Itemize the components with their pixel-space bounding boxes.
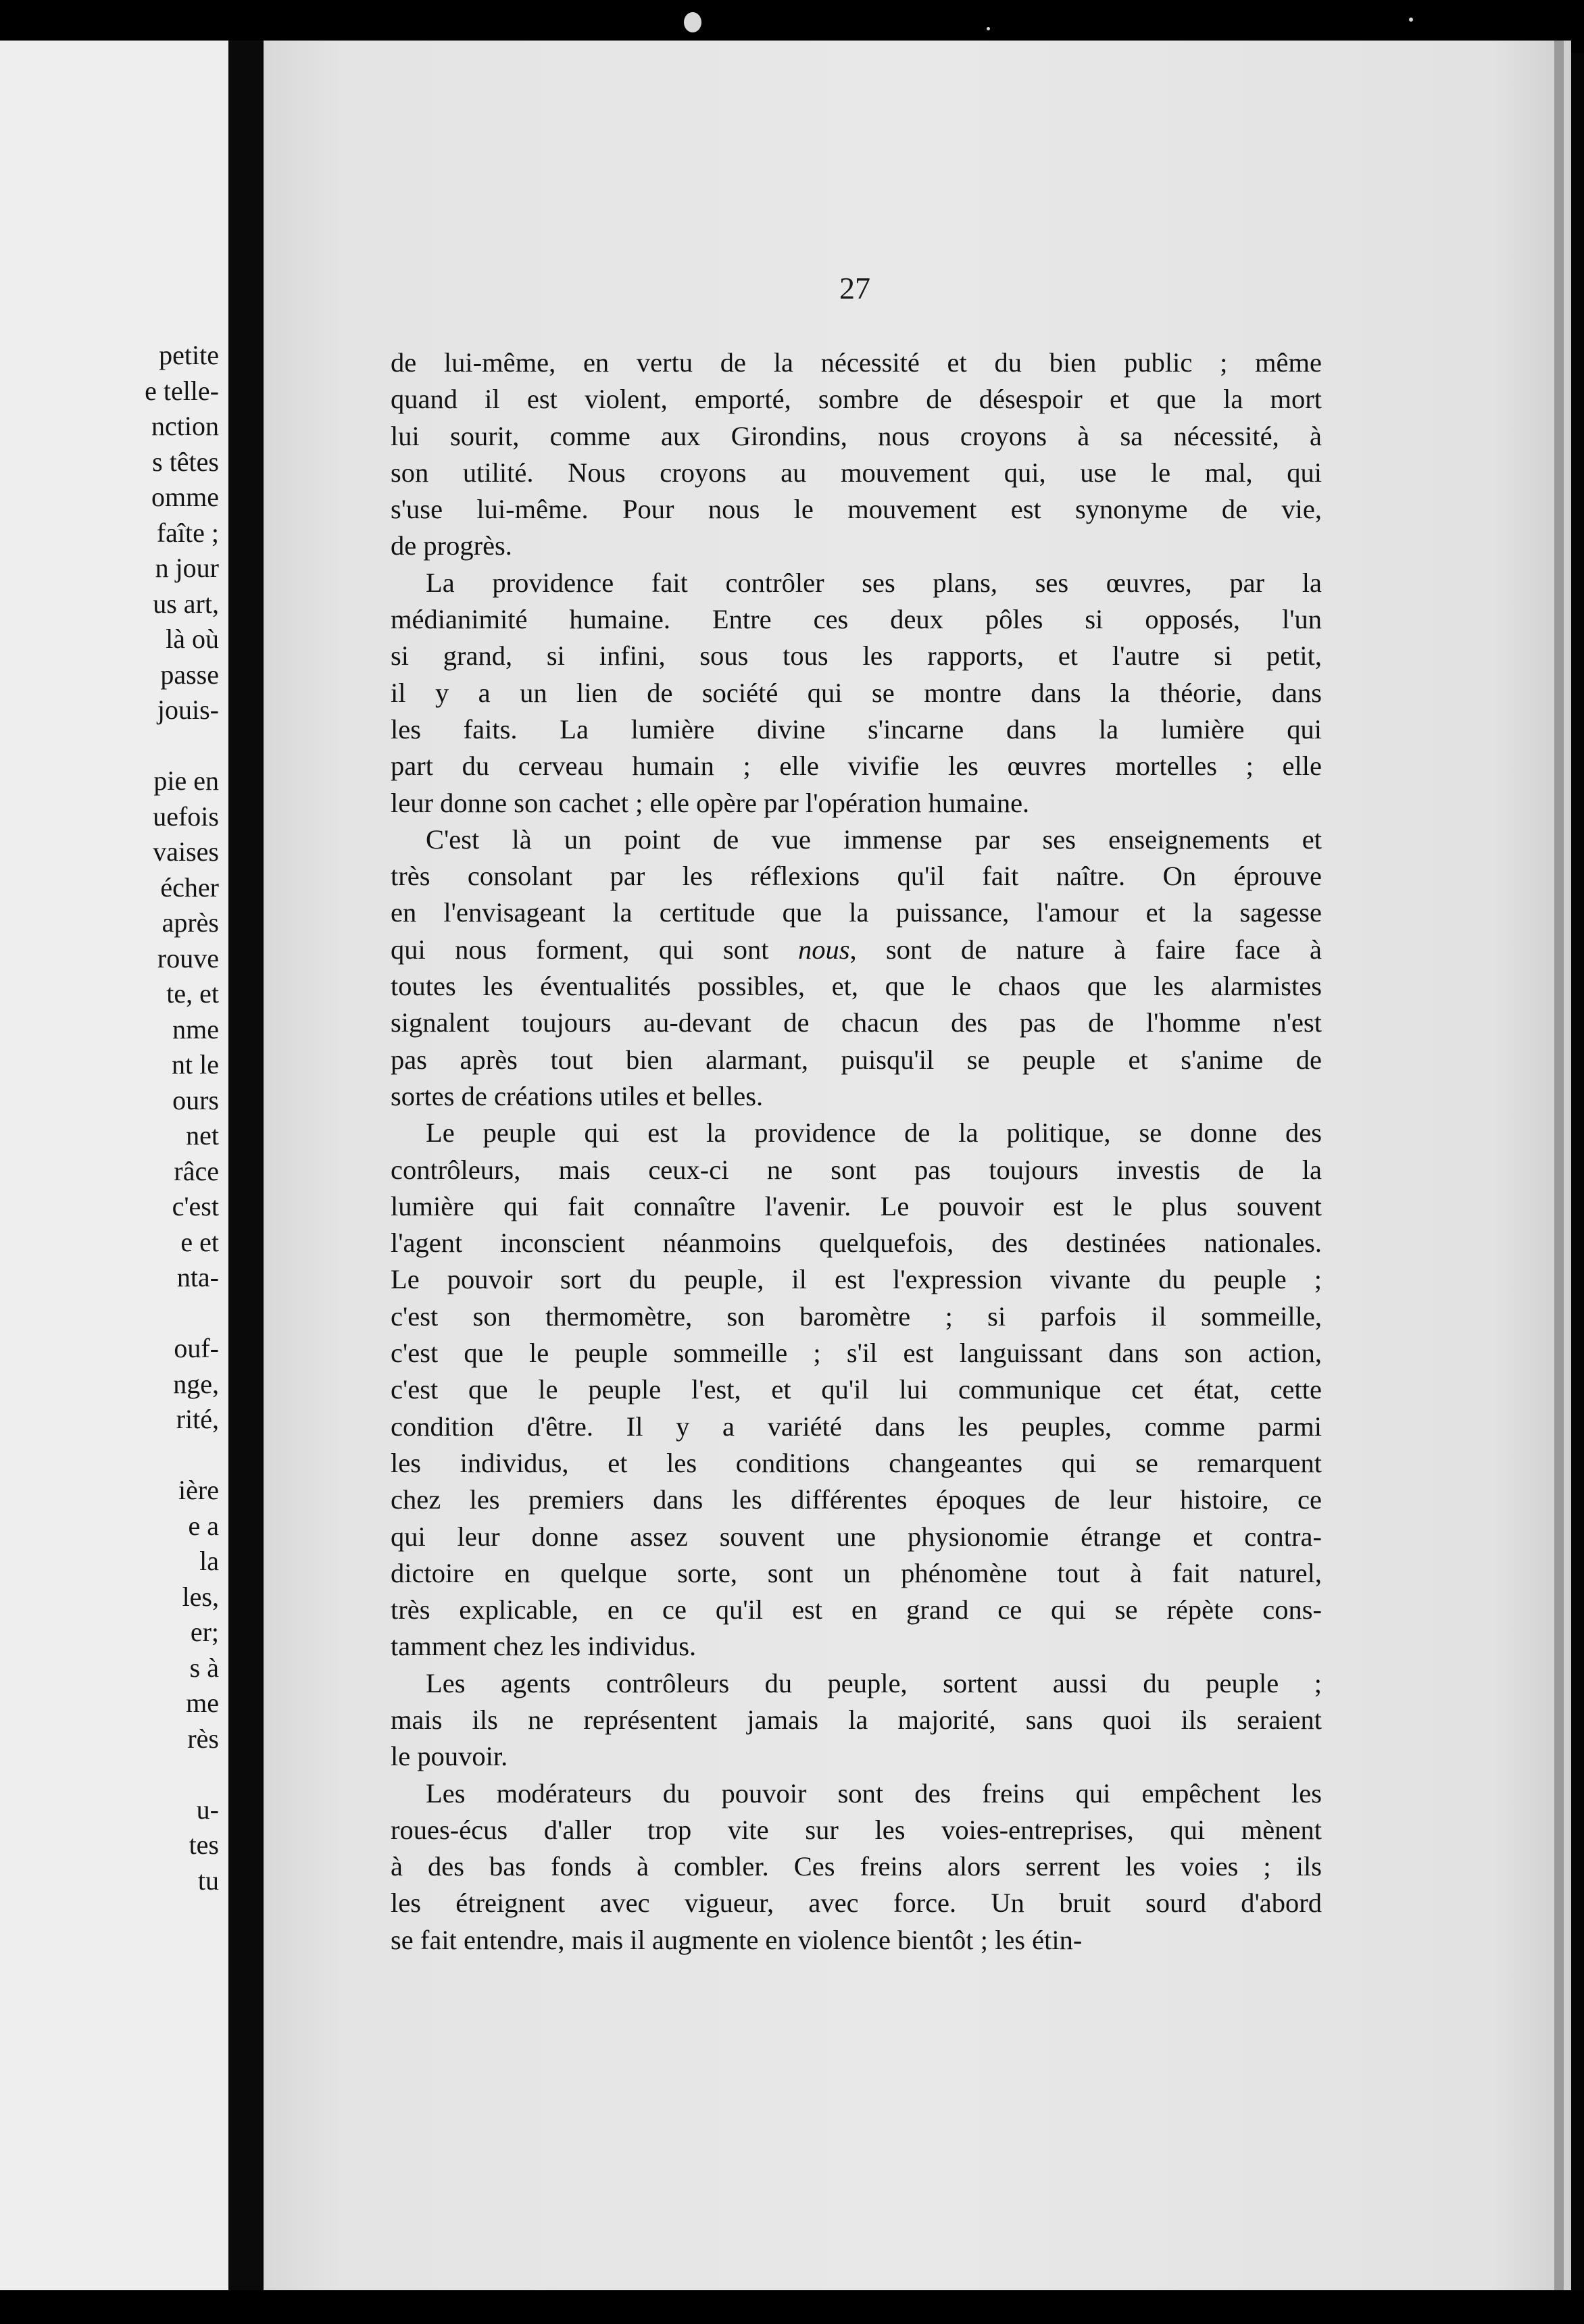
text-line: s'use lui-même. Pour nous le mouvement est synonyme de vie,: [391, 494, 1322, 525]
paragraph: [391, 1775, 1322, 1959]
text-line: les faits. La lumière divine s'incarne dans la lumière qui: [391, 713, 1322, 744]
previous-page-line-fragment: ière: [178, 1475, 219, 1505]
text-line: condition d'être. Il y a variété dans les peuples, comme parmi: [391, 1411, 1322, 1442]
text-line: lumière qui fait connaître l'avenir. Le pouvoir est le plus souvent: [391, 1190, 1322, 1221]
film-speck: [987, 27, 990, 30]
previous-page-line-fragment: rès: [187, 1723, 219, 1754]
previous-page-line-fragment: ours: [172, 1084, 219, 1115]
text-line: en l'envisageant la certitude que la puissance, l'amour et la sagesse: [391, 897, 1322, 928]
text-line: si grand, si infini, sous tous les rapports, et l'autre si petit,: [391, 640, 1322, 672]
previous-page-line-fragment: s têtes: [152, 446, 219, 477]
text-line: médianimité humaine. Entre ces deux pôles si opposés, l'un: [391, 604, 1322, 635]
text-line: à des bas fonds à combler. Ces freins alors serrent les voies ; ils: [391, 1851, 1322, 1882]
previous-page-line-fragment: pie en: [153, 765, 219, 796]
previous-page-line-fragment: er;: [190, 1617, 219, 1647]
text-line: contrôleurs, mais ceux-ci ne sont pas toujours investis de la: [391, 1154, 1322, 1185]
previous-page-line-fragment: écher: [160, 872, 219, 903]
previous-page-line-fragment: tes: [189, 1829, 219, 1860]
previous-page-line-fragment: passe: [160, 659, 219, 690]
bottom-film-border: [0, 2290, 1584, 2324]
previous-page-line-fragment: rouve: [157, 942, 219, 974]
italic-word: nous: [797, 934, 850, 965]
previous-page-line-fragment: petite: [159, 340, 219, 370]
text-line: roues-écus d'aller trop vite sur les voies-entreprises, qui mènent: [391, 1814, 1322, 1845]
text-line: c'est que le peuple sommeille ; s'il est languissant dans son action,: [391, 1338, 1322, 1369]
text-line: c'est que le peuple l'est, et qu'il lui communique cet état, cette: [391, 1374, 1322, 1405]
text-line: de lui-même, en vertu de la nécessité et du bien public ; même: [391, 347, 1322, 378]
previous-page-line-fragment: uefois: [153, 801, 219, 832]
previous-page-line-fragment: les,: [182, 1581, 219, 1612]
previous-page-line-fragment: après: [162, 907, 219, 938]
text-line: part du cerveau humain ; elle vivifie les œuvres mortelles ; elle: [391, 751, 1322, 782]
previous-page-line-fragment: u-: [196, 1794, 219, 1825]
text-line: son utilité. Nous croyons au mouvement qui, use le mal, qui: [391, 457, 1322, 488]
text-line: La providence fait contrôler ses plans, ses œuvres, par la: [426, 567, 1322, 598]
text-line: Le pouvoir sort du peuple, il est l'expression vivante du peuple ;: [391, 1264, 1322, 1295]
text-line-segment: qui nous forment, qui sont: [391, 934, 798, 965]
previous-page-line-fragment: omme: [151, 482, 219, 512]
previous-page-line-fragment: n jour: [155, 553, 219, 583]
text-line: Les agents contrôleurs du peuple, sortent aussi du peuple ;: [426, 1667, 1322, 1698]
page-gutter: [228, 41, 264, 2290]
text-line: mais ils ne représentent jamais la majorité, sans quoi ils seraient: [391, 1704, 1322, 1735]
previous-page-line-fragment: us art,: [153, 588, 219, 619]
previous-page-line-fragment: là où: [166, 624, 219, 654]
previous-page-line-fragment: tu: [197, 1865, 219, 1896]
paragraph: [391, 345, 1322, 565]
film-speck: [1409, 18, 1413, 22]
text-line: tamment chez les individus.: [391, 1631, 697, 1662]
page-number: 27: [839, 271, 870, 305]
text-line: Les modérateurs du pouvoir sont des freins qui empêchent les: [426, 1777, 1322, 1809]
page-edge-shadow: [1554, 41, 1564, 2290]
previous-page-line-fragment: râce: [174, 1155, 219, 1186]
text-line: très consolant par les réflexions qu'il fait naître. On éprouve: [391, 861, 1322, 892]
previous-page-fragment: [0, 41, 228, 2290]
previous-page-line-fragment: faîte ;: [156, 517, 219, 548]
text-line: c'est son thermomètre, son baromètre ; si parfois il sommeille,: [391, 1300, 1322, 1332]
paragraph: [391, 1665, 1322, 1775]
text-line: de progrès.: [391, 530, 512, 561]
previous-page-line-fragment: nction: [151, 411, 219, 441]
text-line: les étreignent avec vigueur, avec force. Un bruit sourd d'abord: [391, 1888, 1322, 1919]
previous-page-line-fragment: e et: [180, 1226, 219, 1257]
text-line: se fait entendre, mais il augmente en violence bientôt ; les étin-: [391, 1924, 1083, 1955]
text-line: leur donne son cachet ; elle opère par l'opération humaine.: [391, 787, 1030, 818]
text-line: dictoire en quelque sorte, sont un phénomène tout à fait naturel,: [391, 1557, 1322, 1588]
text-line: chez les premiers dans les différentes époques de leur histoire, ce: [391, 1484, 1322, 1515]
text-line: C'est là un point de vue immense par ses enseignements et: [426, 824, 1322, 855]
paragraph: [391, 822, 1322, 1115]
previous-page-line-fragment: c'est: [172, 1191, 219, 1221]
text-line: Le peuple qui est la providence de la politique, se donne des: [426, 1117, 1322, 1148]
previous-page-line-fragment: e telle-: [145, 375, 219, 406]
previous-page-line-fragment: e a: [188, 1510, 219, 1541]
page-body-text: [391, 345, 1322, 1959]
previous-page-line-fragment: te, et: [166, 978, 219, 1009]
previous-page-line-fragment: net: [186, 1120, 219, 1151]
text-line: qui leur donne assez souvent une physionomie étrange et contra-: [391, 1521, 1322, 1552]
previous-page-line-fragment: nge,: [173, 1368, 219, 1399]
text-line: l'agent inconscient néanmoins quelquefois, des destinées nationales.: [391, 1228, 1322, 1259]
previous-page-line-fragment: rité,: [176, 1404, 219, 1434]
text-line: très explicable, en ce qu'il est en grand ce qui se répète cons-: [391, 1594, 1322, 1625]
text-line: toutes les éventualités possibles, et, que le chaos que les alarmistes: [391, 971, 1322, 1002]
previous-page-line-fragment: la: [199, 1546, 219, 1576]
paragraph: [391, 1115, 1322, 1665]
previous-page-line-fragment: nt le: [172, 1049, 219, 1080]
previous-page-line-fragment: nta-: [176, 1262, 219, 1292]
text-line: signalent toujours au-devant de chacun des pas de l'homme n'est: [391, 1007, 1322, 1038]
previous-page-line-fragment: nme: [172, 1013, 219, 1044]
text-line: lui sourit, comme aux Girondins, nous croyons à sa nécessité, à: [391, 420, 1322, 451]
previous-page-line-fragment: s à: [189, 1652, 219, 1683]
previous-page-line-fragment: vaises: [153, 836, 219, 867]
text-line: les individus, et les conditions changeantes qui se remarquent: [391, 1447, 1322, 1478]
previous-page-line-fragment: ouf-: [174, 1333, 219, 1363]
paragraph: [391, 565, 1322, 822]
text-line: sortes de créations utiles et belles.: [391, 1080, 764, 1111]
text-line: pas après tout bien alarmant, puisqu'il se peuple et s'anime de: [391, 1044, 1322, 1075]
text-line: il y a un lien de société qui se montre dans la théorie, dans: [391, 677, 1322, 708]
text-line: le pouvoir.: [391, 1741, 508, 1772]
text-line-segment: , sont de nature à faire face à: [849, 934, 1322, 965]
film-speck: [684, 12, 701, 32]
text-line: [391, 932, 1322, 968]
previous-page-line-fragment: jouis-: [157, 694, 219, 725]
text-line: quand il est violent, emporté, sombre de désespoir et que la mort: [391, 384, 1322, 415]
previous-page-line-fragment: me: [186, 1688, 219, 1718]
